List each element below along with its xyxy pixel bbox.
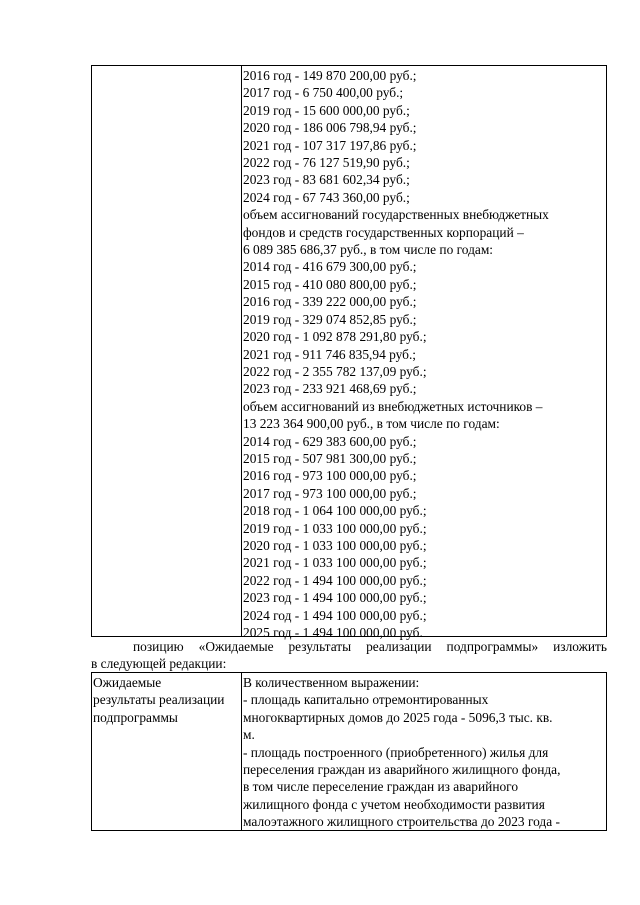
results-text-line: В количественном выражении: [243,675,420,690]
instruction-line-2: в следующей редакции: [91,656,227,671]
results-text-line: - площадь капитально отремонтированных [243,692,489,708]
results-text-line: м. [243,727,255,743]
funding-line: 13 223 364 900,00 руб., в том числе по годам: [243,416,500,432]
funding-line: 2020 год - 1 033 100 000,00 руб.; [243,537,427,553]
results-label-line: подпрограммы [93,709,178,725]
funding-line: 2024 год - 1 494 100 000,00 руб.; [243,607,427,623]
funding-line: 2024 год - 67 743 360,00 руб.; [243,189,410,205]
instruction-line-1: позицию «Ожидаемые результаты реализации подпрограммы» изложить [133,639,607,654]
funding-line: объем ассигнований государственных внебюджетных [243,207,549,223]
funding-line: 2020 год - 186 006 798,94 руб.; [243,120,417,136]
results-text-line: малоэтажного жилищного строительства до 2023 года - [243,814,560,830]
results-text-line: в том числе переселение граждан из аварийного [243,779,519,795]
funding-line: 2016 год - 339 222 000,00 руб.; [243,294,417,310]
funding-line: 2022 год - 76 127 519,90 руб.; [243,155,410,171]
results-text-line: - площадь построенного (приобретенного) жилья для [243,744,549,760]
funding-line: фондов и средств государственных корпораций – [243,224,524,240]
expected-results-table [91,672,607,831]
funding-line: 2020 год - 1 092 878 291,80 руб.; [243,329,427,345]
funding-line: 2022 год - 1 494 100 000,00 руб.; [243,572,427,588]
funding-line: 2014 год - 629 383 600,00 руб.; [243,433,417,449]
funding-line: 2016 год - 973 100 000,00 руб.; [243,468,417,484]
results-label-line: результаты реализации [93,692,225,708]
funding-table-value-cell [243,66,606,640]
funding-line: 2019 год - 1 033 100 000,00 руб.; [243,520,427,536]
instruction-paragraph [91,638,607,672]
expected-results-label-cell [92,673,242,830]
funding-table-label-cell [92,66,242,636]
funding-line: 2023 год - 233 921 468,69 руб.; [243,381,417,397]
expected-results-value-cell [243,673,606,830]
funding-line: 2017 год - 973 100 000,00 руб.; [243,485,417,501]
results-text-line: переселения граждан из аварийного жилищного фонда, [243,762,561,778]
results-text-line: многоквартирных домов до 2025 года - 5096,3 тыс. кв. [243,709,553,725]
funding-line: 2023 год - 1 494 100 000,00 руб.; [243,590,427,606]
funding-line: 2019 год - 329 074 852,85 руб.; [243,311,417,327]
funding-line: 6 089 385 686,37 руб., в том числе по годам: [243,242,494,258]
funding-line: 2025 год - 1 494 100 000,00 руб. [243,625,423,640]
funding-line: 2023 год - 83 681 602,34 руб.; [243,172,410,188]
funding-line: 2015 год - 507 981 300,00 руб.; [243,450,417,466]
funding-line: 2022 год - 2 355 782 137,09 руб.; [243,363,427,379]
results-text-line: жилищного фонда с учетом необходимости развития [243,796,545,812]
funding-line: 2016 год - 149 870 200,00 руб.; [243,68,417,83]
funding-line: 2021 год - 107 317 197,86 руб.; [243,137,417,153]
funding-line: объем ассигнований из внебюджетных источников – [243,398,543,414]
funding-line: 2018 год - 1 064 100 000,00 руб.; [243,503,427,519]
funding-line: 2017 год - 6 750 400,00 руб.; [243,85,404,101]
funding-line: 2019 год - 15 600 000,00 руб.; [243,102,410,118]
funding-table [91,65,607,640]
funding-line: 2014 год - 416 679 300,00 руб.; [243,259,417,275]
funding-line: 2015 год - 410 080 800,00 руб.; [243,276,417,292]
funding-line: 2021 год - 911 746 835,94 руб.; [243,346,417,362]
results-label-line: Ожидаемые [93,675,162,690]
funding-line: 2021 год - 1 033 100 000,00 руб.; [243,555,427,571]
